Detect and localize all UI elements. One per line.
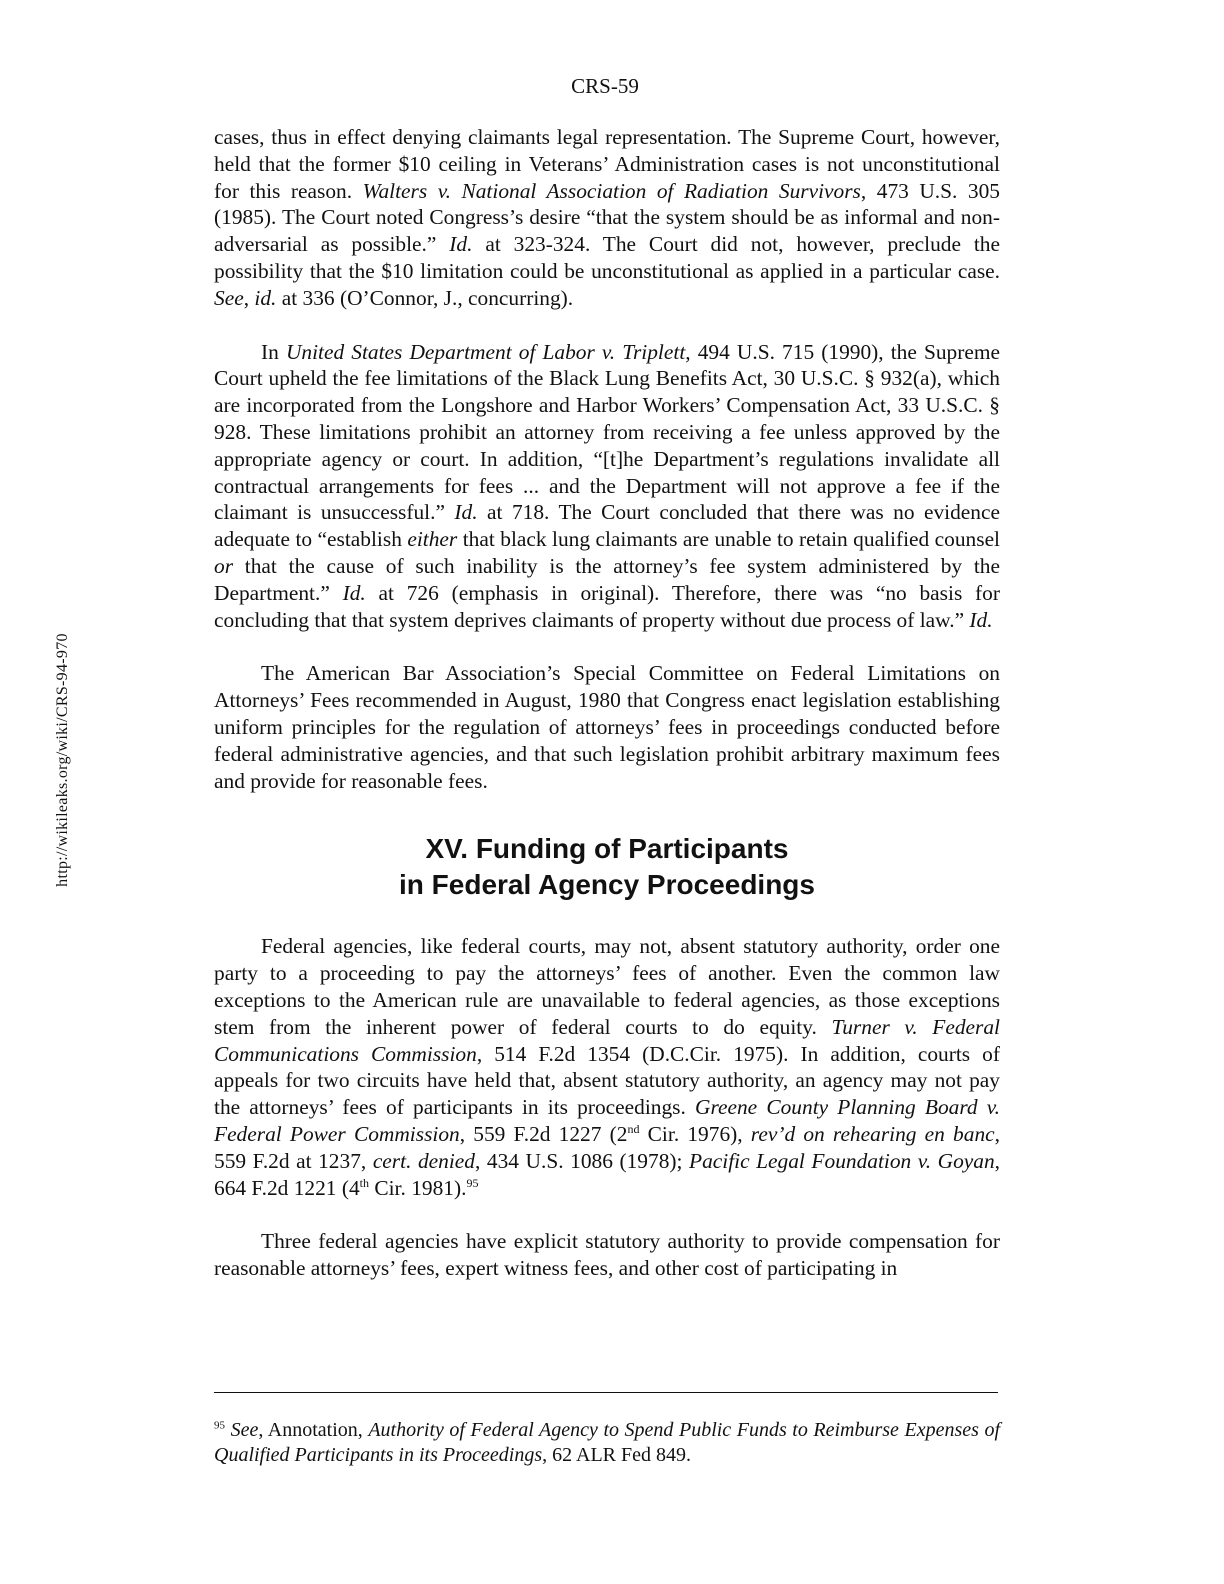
page-header: CRS-59 [571,74,639,98]
section-heading [214,831,1000,903]
footnote-reference: 95 [466,1175,479,1190]
side-url-watermark: http://wikileaks.org/wiki/CRS-94-970 [54,633,71,887]
case-citation: Greene County Planning Board v. Federal Power Commission [214,1095,1000,1146]
footnote-title: Authority of Federal Agency to Spend Public Funds to Reimburse Expenses of Qualified Participants in its Proceedings [214,1419,1001,1466]
case-citation: United States Department of Labor v. Triplett [285,339,686,364]
section-heading-line-1: XV. Funding of Participants [425,833,789,865]
paragraph-2: In United States Department of Labor v. Triplett, 494 U.S. 715 (1990), the Supreme Court upheld the fee limitations of the Black Lung Benefits Act, 30 U.S.C. § 932(a), which are incorporated from the Longshore and Harbor Workers’ Compensation Act, 33 U.S.C. § 928. These limitations prohibit an attorney from receiving a fee unless approved by the appropriate agency or court. In addition, “[t]he Department’s regulations invalidate all contractual arrangements for fees ... and the Department will not approve a fee if the claimant is unsuccessful.” Id. at 718. The Court concluded that there was no evidence adequate to “establish either that black lung claimants are unable to retain qualified counsel or that the cause of such inability is the attorney’s fee system administered by the Department.” Id. at 726 (emphasis in original). Therefore, there was “no basis for concluding that that system deprives claimants of property without due process of law.” Id. [214,339,1001,632]
paragraph-3: The American Bar Association’s Special Committee on Federal Limitations on Attorneys’ Fees recommended in August, 1980 that Congress enact legislation establishing uniform principles for the regulation of attorneys’ fees in proceedings conducted before federal administrative agencies, and that such legislation prohibit arbitrary maximum fees and provide for reasonable fees. [214,661,1000,793]
footnote-divider [214,1392,998,1393]
case-citation: Pacific Legal Foundation v. Goyan [689,1148,995,1173]
footnote-number: 95 [214,1419,225,1432]
paragraph-5: Three federal agencies have explicit statutory authority to provide compensation for reasonable attorneys’ fees, expert witness fees, and other cost of participating in [214,1229,1000,1281]
paragraph-4: Federal agencies, like federal courts, may not, absent statutory authority, order one party to a proceeding to pay the attorneys’ fees of another. Even the common law exceptions to the American rule are unavailable to federal agencies, as those exceptions stem from the inherent power of federal courts to do equity. Turner v. Federal Communications Commission, 514 F.2d 1354 (D.C.Cir. 1975). In addition, courts of appeals for two circuits have held that, absent statutory authority, an agency may not pay the attorneys’ fees of participants in its proceedings. Greene County Planning Board v. Federal Power Commission, 559 F.2d 1227 (2nd Cir. 1976), rev’d on rehearing en banc, 559 F.2d at 1237, cert. denied, 434 U.S. 1086 (1978); Pacific Legal Foundation v. Goyan, 664 F.2d 1221 (4th Cir. 1981).$^{95}$ [214,934,1001,1200]
paragraph-1: cases, thus in effect denying claimants legal representation. The Supreme Court, however, held that the former $10 ceiling in Veterans’ Administration cases is not unconstitutional for this reason. Walters v. National Association of Radiation Survivors, 473 U.S. 305 (1985). The Court noted Congress’s desire “that the system should be as informal and non-adversarial as possible.” Id. at 323-324. The Court did not, however, preclude the possibility that the $10 limitation could be unconstitutional as applied in a particular case. See, id. at 336 (O’Connor, J., concurring). [214,125,1000,310]
section-heading-line-2: in Federal Agency Proceedings [399,869,815,901]
case-citation: Walters v. National Association of Radiation Survivors [362,178,861,203]
document-body [214,124,1000,1282]
case-citation: Turner v. Federal Communications Commission [214,1014,1000,1066]
footnote-95: $^{95}$ See, Annotation, Authority of Federal Agency to Spend Public Funds to Reimburse Expenses of Qualified Participants in its Proceedings, 62 ALR Fed 849. [214,1419,1001,1466]
